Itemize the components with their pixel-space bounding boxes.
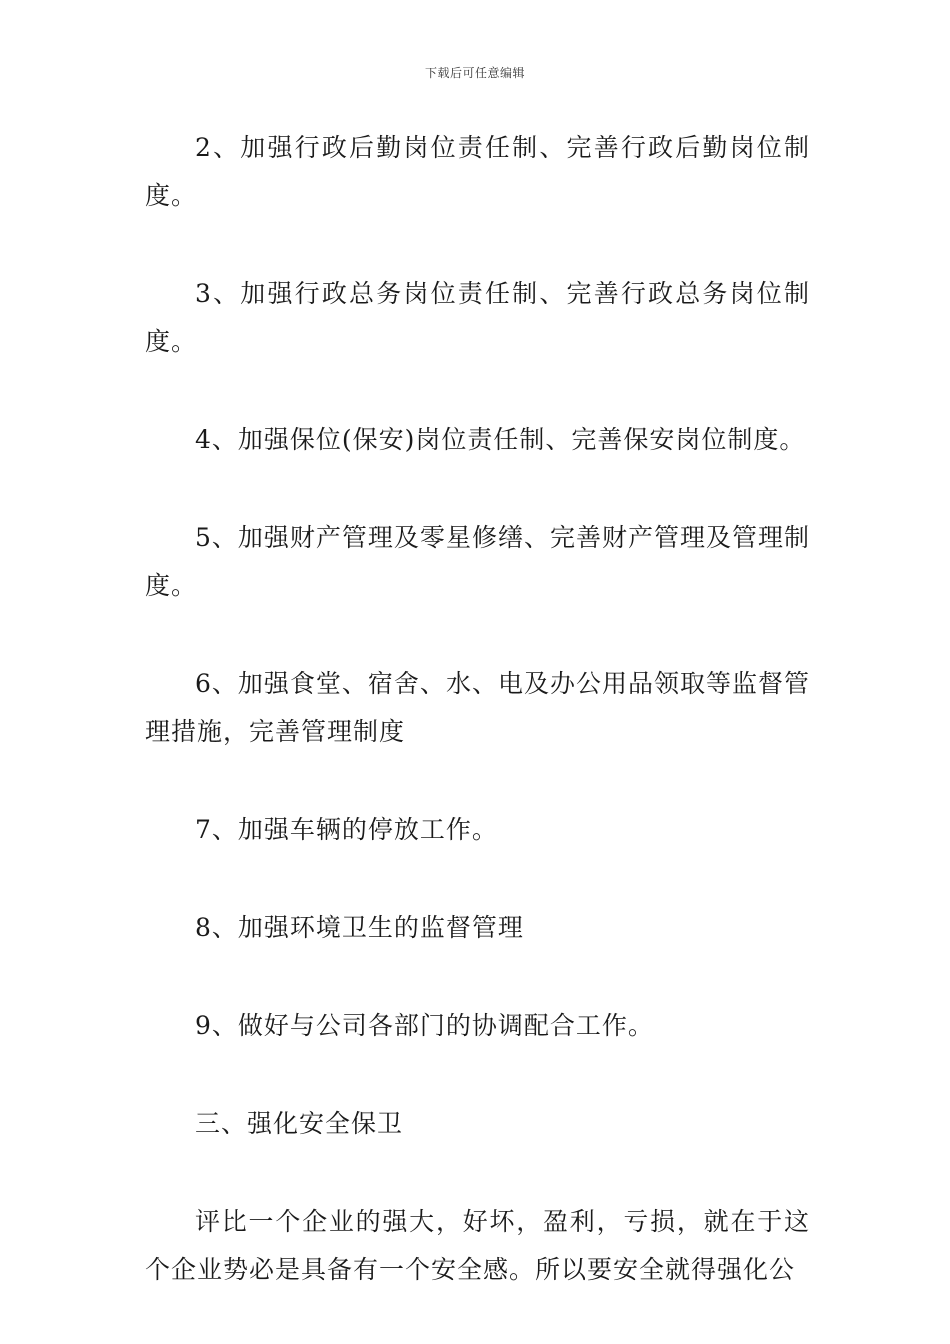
paragraph-item-4: 4、加强保位(保安)岗位责任制、完善保安岗位制度。 xyxy=(195,425,806,454)
document-body xyxy=(145,124,810,1294)
paragraph-security-body: 评比一个企业的强大，好坏，盈利，亏损，就在于这个企业势必是具备有一个安全感。所以要安全就得强化公 xyxy=(145,1207,810,1284)
paragraph-item-8: 8、加强环境卫生的监督管理 xyxy=(195,913,524,942)
section-heading-security: 三、强化安全保卫 xyxy=(195,1109,404,1138)
paragraph-item-6: 6、加强食堂、宿舍、水、电及办公用品领取等监督管理措施，完善管理制度 xyxy=(145,669,810,746)
paragraph-item-5: 5、加强财产管理及零星修缮、完善财产管理及管理制度。 xyxy=(145,523,810,600)
paragraph-item-9: 9、做好与公司各部门的协调配合工作。 xyxy=(195,1011,654,1040)
paragraph-item-3: 3、加强行政总务岗位责任制、完善行政总务岗位制度。 xyxy=(145,279,810,356)
header-note: 下载后可任意编辑 xyxy=(424,66,525,80)
paragraph-item-2: 2、加强行政后勤岗位责任制、完善行政后勤岗位制度。 xyxy=(145,133,810,210)
paragraph-item-7: 7、加强车辆的停放工作。 xyxy=(195,815,498,844)
